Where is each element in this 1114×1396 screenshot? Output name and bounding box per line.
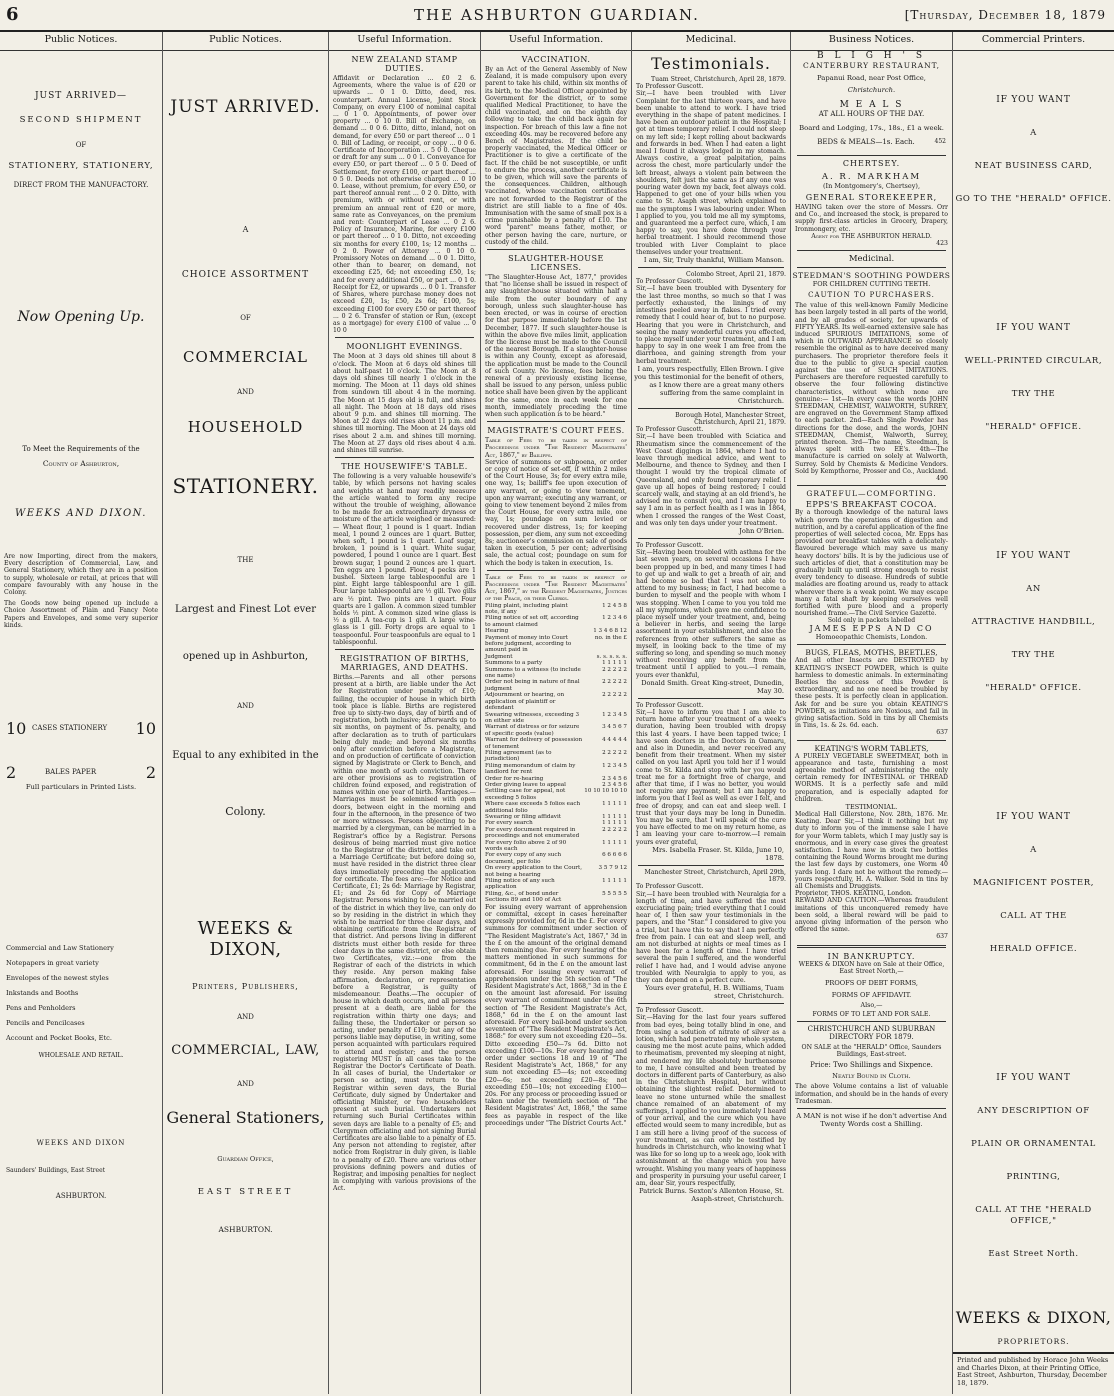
printing-ad-line: IF YOU WANT bbox=[996, 812, 1071, 822]
fee-item: For every document required in proceedings and not enumerated bbox=[485, 826, 580, 840]
letter-body: Sir,—I have been troubled with Dysentery for the last three months, so much so that I was perfectly exhausted, the linings of my intestines peeled away in flakes. I tried every remedy that I could hear of, but to no purpose. Hearing that you were in Christchurch, and seeing the many wonderful cures you effected, to place myself under your treatment, and I am happy to say in one week I am free from the diarrhoea, and gaining strength from your herbal treatment. bbox=[636, 285, 786, 365]
registration-heading: REGISTRATION OF BIRTHS, MARRIAGES, AND DEATHS. bbox=[339, 654, 470, 673]
fee-item: Filing notice of any such application bbox=[485, 878, 555, 891]
column-heading: Useful Information. bbox=[329, 32, 480, 51]
testimonial-heading: TESTIMONIAL. bbox=[845, 803, 898, 811]
fee-values: 5 5 5 5 5 bbox=[602, 890, 627, 897]
importing-paragraph: Are now Importing, direct from the makers, Every description of Commercial, Law, and General Stationery, which they are in a position to supply, wholesale or retail, at prices that will compare favourably with any house in the Colony. bbox=[4, 553, 158, 597]
and-text: AND bbox=[237, 388, 254, 396]
testimonial-letter bbox=[632, 1003, 790, 1203]
testimonial-letter bbox=[632, 865, 790, 1000]
bankruptcy-text: WEEKS & DIXON have on Sale at their Office, East Street North,— bbox=[798, 960, 945, 975]
fee-values: 2 2 2 2 2 bbox=[602, 692, 627, 699]
ad-number: 423 bbox=[936, 240, 948, 248]
printing-ad-line: IF YOU WANT bbox=[996, 1073, 1071, 1083]
fee-item: Summons to a party bbox=[485, 660, 543, 667]
directory-price: Price: Two Shillings and Sixpence. bbox=[810, 1061, 933, 1070]
worm-text: A PURELY VEGETABLE SWEETMEAT, both in appearance and taste, furnishing a most agreeable method of administering the only certain remedy for INTESTINAL or THREAD WORMS. It is a perfectly safe and mild preparation, and is especially adapted for children. bbox=[795, 752, 948, 803]
table-row bbox=[485, 878, 627, 891]
printing-ad bbox=[953, 812, 1114, 955]
direct-text: DIRECT FROM THE MANUFACTORY. bbox=[13, 181, 149, 189]
guardian-office-text: Guardian Office, bbox=[217, 1155, 274, 1163]
second-shipment-text: SECOND SHIPMENT bbox=[19, 115, 143, 125]
fee-item: Summons to a witness (to include one name) bbox=[485, 666, 581, 680]
fee-item: Order not being in nature of final judgment bbox=[485, 679, 580, 692]
fee-item: Filing notice of set off, according to amount claimed bbox=[485, 615, 579, 628]
caution-heading: CAUTION TO PURCHASERS. bbox=[808, 291, 935, 300]
table-row bbox=[485, 750, 627, 763]
table-row bbox=[485, 679, 627, 692]
table-row bbox=[485, 827, 627, 840]
letter-signature: Yours ever grateful, H. B. Williams, Tuam street, Christchurch. bbox=[645, 984, 784, 1001]
printing-ad-line: HERALD OFFICE. bbox=[989, 944, 1078, 954]
fee-values: no. in the £ bbox=[594, 634, 627, 641]
footer-firm: WEEKS AND DIXON bbox=[36, 1139, 126, 1148]
fee-item: Warrant of distress or for seizure of specific goods (value) bbox=[485, 724, 580, 737]
beds-line bbox=[791, 138, 952, 152]
testimonial-letter bbox=[632, 538, 790, 695]
fee-item: Swearing or filing affidavit bbox=[485, 814, 561, 821]
also-text: Also,— bbox=[860, 1002, 883, 1010]
letter-body: Sir,—Having been troubled with asthma for the last seven years, on several occasions I have been propped up in bed, and many times I had to get up and walk to get a breath of air, and had become so bad that I was not able to attend to my business; in fact, I had become a burden to myself and the people with whom I was stopping. When I came to you you told me all my symptoms, which gave me confidence to place myself under your treatment, and, being a believer in herbs, and seeing the large assortment in your establishment, and also the references from other sufferers the same as myself, in looking back to the time of my suffering so long, and spending so much money without receiving any benefit from the treatment until I applied to you.—I remain, yours ever thankful, bbox=[636, 549, 786, 679]
and-text-3: AND bbox=[237, 1013, 254, 1021]
printing-ad-line: WELL-PRINTED CIRCULAR, bbox=[964, 356, 1103, 366]
fee-item: Filing agreement (as to jurisdiction) bbox=[485, 749, 552, 763]
column-commercial-printers bbox=[953, 32, 1114, 1394]
column-medicinal bbox=[632, 32, 791, 1394]
letter-signature: Donald Smith. Great King-street, Dunedin, May 30. bbox=[641, 678, 784, 695]
printer-credit: Printed and published by Horace John Weeks and Charles Dixon, at their Printing Office, East Street, Ashburton, Thursday, December 18, 1879. bbox=[953, 1352, 1114, 1387]
fee-item: On every application to the Court, not being a hearing bbox=[485, 865, 582, 878]
moonlight-text: The Moon at 3 days old shines till about 8 o'clock. The Moon at 6 days old shines till about half-past 10 o'clock. The Moon at 8 days old shines till nearly 1 o'clock in the morning. The Moon at 11 days old shines from sundown till about 4 in the morning. The Moon at 15 days old is full, and shines all night. The Moon at 18 days old rises about 9 p.m. and shines till morning. The Moon at 22 days old rises about 11 p.m. and shines till morning. The Moon at 24 days old rises about 2 a.m. and shines till morning. The Moon at 27 days old rises about 4 a.m. and shines till sunrise. bbox=[333, 353, 476, 454]
list-item: Inkstands and Booths bbox=[6, 989, 79, 998]
letter-signature: I am, yours respectfully, Ellen Brown. I give you this testimonial for the benefit of others, as I know there are a great many others suffering from the same complaint in Christchurch. bbox=[634, 364, 784, 405]
choice-assortment: CHOICE ASSORTMENT bbox=[181, 270, 310, 280]
fee-item: Settling case for appeal, not exceeding 5 folios bbox=[485, 788, 566, 801]
packets-text: Sold only in packets labelled bbox=[827, 617, 916, 625]
weeks-dixon-heading: WEEKS & DIXON, bbox=[197, 918, 294, 960]
of-text: OF bbox=[240, 314, 251, 322]
agent-text: Agent for THE ASHBURTON HERALD. bbox=[811, 232, 932, 240]
printing-ad-line: "HERALD" OFFICE. bbox=[985, 683, 1082, 693]
opened-text: opened up in Ashburton, bbox=[182, 651, 309, 662]
printing-ad-line: PRINTING, bbox=[1006, 1172, 1061, 1182]
column-heading: Public Notices. bbox=[163, 32, 328, 51]
printing-ad-line: TRY THE bbox=[1011, 650, 1056, 660]
printing-ad-line: CALL AT THE "HERALD OFFICE," bbox=[975, 1205, 1092, 1226]
printing-ad-line: GO TO THE "HERALD" OFFICE. bbox=[955, 194, 1112, 204]
fee-item: Swearing witnesses, exceeding 3 on either side bbox=[485, 711, 580, 724]
a-text: A bbox=[242, 225, 249, 234]
montgomery-text: (In Montgomery's, Chertsey), bbox=[822, 182, 921, 190]
blighs-heading: B L I G H ' S bbox=[817, 51, 926, 61]
directory-onsale: ON SALE at the "HERALD" Office, Saunders Buildings, East-street. bbox=[801, 1044, 942, 1059]
fee-item: Payment of money into Court before judgment, according to amount paid in bbox=[485, 634, 572, 654]
forms-let: FORMS OF TO LET AND FOR SALE. bbox=[812, 1011, 931, 1019]
column-heading: Commercial Printers. bbox=[953, 32, 1114, 51]
fee-values: 1 1 1 1 1 bbox=[602, 839, 627, 846]
fee-item: Warrant for delivery of possession of tenement bbox=[485, 737, 583, 750]
ad-number: 637 bbox=[936, 729, 948, 737]
letter-body: Sir,—I have been troubled with Liver Complaint for the last thirteen years, and have been unable to attend to work. I have tried everything in the shape of patent medicines. I have been an outdoor patient in the Hospital; I got at times temporary relief. I could not sleep on my left side; I kept rolling about backwards and forwards in bed. When I had eaten a light meal I found it always lodged in my stomach. Always costive, a great palpitation, pains across the chest, more particularly under the left breast, always a violent pain between the shoulders, felt just the same as if any one was pouring water down my back, feet always cold. Happened to get one of your bills when you came to St. Asaph street, which explained to me the symptoms I was labouring under. When I applied to you, you told me all my symptoms, and guaranteed me a perfect cure, which, I am happy to say, you have done through your herbal treatment. I should recommend those troubled with Liver Complaint to place themselves under your treatment. bbox=[636, 90, 786, 256]
letter-body: Sir,—I have to inform you that I am able to return home after your treatment of a week's duration, having been troubled with dropsy this last 4 years. I have been tapped twice; I have seen doctors in the Doctors in Oamaru, and also in Dunedin, and never received any benefit from their treatment. When my sister called on you last April you told her if I would come to St. Kilda and stop with her you would treat me for a fortnight free of charge, and after that time, if I was no better, you would not require any payment; but I am happy to inform you that I feel as well as ever I felt, and free of dropsy, and can eat and sleep well. I trust that your days may be long in Dunedin. You may be sure, that I will speak of the cure you have effected to me on my return home, as I am leaving your care to-morrow.—I remain yours ever grateful, bbox=[636, 709, 786, 846]
worm-testimonial: Medical Hall Gillerstone, Nov. 28th, 1876. Mr. Keating. Dear Sir,—I think it nothing but my duty to inform you of the immense sale I have for your Worm tablets, which I may justly say is enormous, and in every case gives the greatest satisfaction. I have now in stock two bottles containing the Round Worms brought me during the last few days by customers, one Worm 40 yards long. I dare not be without the remedy.—yours respectfully, H. A. Walker. Sold in tins by all Chemists and Druggists. bbox=[795, 811, 948, 891]
fee-item: Hearing bbox=[485, 628, 509, 635]
magistrate-text-2: For issuing every warrant of apprehension or committal, except in cases hereinafter expressly provided for, 6d in the £. For every summons for commitment under section of "The Resident Magistrate's Act, 1867," 3d in the £ on the amount of the original demand then remaining due. For every hearing of the matters mentioned in such summons for commitment, 6d in the £ on the amount last aforesaid. For issuing every warrant of apprehension under the 5th section of "The Resident Magistrate's Act, 1868," 3d in the £ on the amount last aforesaid. For issuing every warrant of commitment under the 6th section of "The Resident Magistrate's Act, 1868," 6d in the £ on the amount last aforesaid. For every bail-bond under section seventeen of "The Resident Magistrate's Act, 1868:" for every sum not exceeding £20—5s. Ditto exceeding £50—7s 6d. Ditto not exceeding £100—10s. For every hearing and order under sections 18 and 19 of "The Resident Magistrate's Act, 1868," for any sum not exceeding £5—4s; not exceeding £20—6s; not exceeding £20—8s; not exceeding £50—10s; not exceeding £100—20s. For any process or proceeding issued or taken under the twentieth section of "The Resident Magistrates' Act, 1868," the same fees as payable in respect of the like proceedings under "The District Courts Act." bbox=[485, 903, 627, 1127]
testimonial-letters bbox=[632, 76, 790, 1203]
list-item: Account and Pocket Books, Etc. bbox=[6, 1034, 112, 1043]
ashburton-text: ASHBURTON. bbox=[218, 1225, 273, 1234]
letter-dateline: Manchester Street, Christchurch, April 29th, 1879. bbox=[644, 868, 786, 884]
cases-count: 10 bbox=[6, 719, 27, 739]
table-row bbox=[485, 763, 627, 776]
column-useful-information-1 bbox=[329, 32, 481, 1394]
letter-addressee: To Professor Guscott. bbox=[636, 1007, 704, 1015]
printing-ad-line: PLAIN OR ORNAMENTAL bbox=[971, 1139, 1096, 1149]
printer-ads bbox=[953, 95, 1114, 1260]
homoeopathic-text: Homoeopathic Chemists, London. bbox=[815, 633, 928, 642]
fee-values: 1 2 3 4 5 bbox=[602, 762, 627, 769]
column-public-notices-1 bbox=[0, 32, 163, 1394]
testimonial-letter bbox=[632, 267, 790, 405]
issue-date: [Thursday, December 18, 1879 bbox=[904, 8, 1106, 22]
storekeeper-heading: GENERAL STOREKEEPER, bbox=[805, 193, 938, 202]
housewife-text: The following is a very valuable housewife's table, by which persons not having scales and weights at hand may readily measure the article wanted to form any recipe without the trouble of weighing, allowance to be made for an extraordinary dryness or moisture of the article weighed or measured:— Wheat flour, 1 pound is 1 quart. Indian meal, 1 pound 2 ounces are 1 quart. Butter, when soft, 1 pound is 1 quart. Loaf sugar, broken, 1 pound is 1 quart. White sugar, powdered, 1 pound 1 ounce are 1 quart. Best brown sugar, 1 pound 2 ounces are 1 quart. Ten eggs are 1 pound. Flour, 4 pecks are 1 bushel. Sixteen large tablespoonful are 1 pint. Eight large tablespoonful are 1 gill. Four large tablespoonful are ½ gill. Two gills are ½ pint. Two pints are 1 quart. Four quarts are 1 gallon. A common sized tumbler holds ½ pint. A common sized wine glass is ½ a gill. A tea-cup is 1 gill. A large wine-glass is 1 gill. Forty drops are equal to 1 teaspoonful. Four teaspoonfuls are equal to 1 tablespoonful. bbox=[333, 473, 476, 646]
fee-values: 1 2 3 4 6 bbox=[602, 615, 627, 622]
testimonials-heading: Testimonials. bbox=[651, 54, 771, 73]
steedman-for: FOR CHILDREN CUTTING TEETH. bbox=[812, 280, 931, 289]
markham-heading: A. R. MARKHAM bbox=[821, 172, 922, 182]
letter-addressee: To Professor Guscott. bbox=[636, 278, 704, 286]
fee-values: 1 1 1 1 1 bbox=[602, 820, 627, 827]
footer-town: ASHBURTON. bbox=[55, 1192, 107, 1201]
the-text: THE bbox=[237, 556, 254, 564]
printing-ad-line: AN bbox=[1026, 584, 1041, 594]
just-arrived-text: JUST ARRIVED— bbox=[34, 91, 128, 101]
bales-line bbox=[0, 763, 162, 783]
column-heading: Medicinal. bbox=[632, 32, 790, 51]
printing-ad-line: East Street North. bbox=[988, 1249, 1079, 1259]
letter-addressee: To Professor Guscott. bbox=[636, 541, 704, 549]
just-arrived-heading: JUST ARRIVED. bbox=[170, 97, 321, 117]
epps-text: By a thorough knowledge of the natural laws which govern the operations of digestion and nutrition, and by a careful application of the fine properties of well selected cocoa, Mr. Epps has provided our breakfast tables with a delicately-flavoured beverage which may save us many heavy doctors' bills. It is by the judicious use of such articles of diet, that a constitution may be gradually built up until strong enough to resist every tendency to disease. Hundreds of subtle maladies are floating around us, ready to attack wherever there is a weak point. We may escape many a fatal shaft by keeping ourselves well fortified with pure blood and a properly nourished frame.—The Civil Service Gazette. bbox=[795, 509, 948, 618]
letter-signature: Patrick Burns. Sexton's Allenton House, St. Asaph-street, Christchurch. bbox=[639, 1187, 784, 1204]
fee-values: 2 3 4 5 6 bbox=[602, 775, 627, 782]
ad-number: 637 bbox=[936, 933, 948, 941]
column-public-notices-2 bbox=[163, 32, 329, 1394]
medicinal-subheading: Medicinal. bbox=[848, 254, 895, 265]
bales-label: BALES PAPER bbox=[45, 768, 97, 777]
list-item: Notepapers in great variety bbox=[6, 959, 99, 968]
restaurant-address: Papanui Road, near Post Office, bbox=[817, 74, 926, 82]
of-text: OF bbox=[75, 141, 87, 149]
column-heading: Business Notices. bbox=[791, 32, 952, 51]
letter-addressee: To Professor Guscott. bbox=[636, 83, 704, 91]
fee-values: 6 6 6 6 6 bbox=[602, 852, 627, 859]
letter-body: Sir,—I have been troubled with Neuralgia for a length of time, and have suffered the most excruciating pain; tried everything that I could hear of, I then saw your testimonials in the papers, and the "Star." I considered to give you a trial, but I have this to say that I am perfectly free from pain. I can eat and sleep well, and am not disturbed at nights or meal times as I have been for a length of time. I have tried several the pain I suffered, and the wonderful relief I have had, and I would advise anyone troubled with Neuralgia to apply to you, as they can depend on a perfect cure. bbox=[636, 890, 786, 984]
slaughter-heading: SLAUGHTER-HOUSE LICENSES. bbox=[508, 254, 604, 273]
worm-proprietor: Proprietor, THOS. KEATING, London. bbox=[795, 890, 913, 898]
letter-addressee: To Professor Guscott. bbox=[636, 426, 704, 434]
general-stationers-heading: General Stationers, bbox=[166, 1108, 325, 1127]
column-useful-information-2 bbox=[481, 32, 632, 1394]
table-row bbox=[485, 603, 627, 616]
table-row bbox=[485, 852, 627, 865]
equal-text: Equal to any exhibited in the bbox=[172, 750, 319, 761]
worm-tablets-heading: KEATING'S WORM TABLETS, bbox=[814, 743, 929, 753]
county-text: County of Ashburton, bbox=[42, 459, 120, 468]
fee-values: 1 1 1 1 1 bbox=[602, 878, 627, 885]
and-text-2: AND bbox=[237, 702, 254, 710]
largest-text: Largest and Finest Lot ever bbox=[175, 604, 316, 615]
moonlight-heading: MOONLIGHT EVENINGS. bbox=[346, 342, 463, 352]
ad-number: 490 bbox=[936, 475, 948, 483]
printing-ad-line: IF YOU WANT bbox=[996, 551, 1071, 561]
magistrate-heading: MAGISTRATE'S COURT FEES. bbox=[487, 426, 625, 436]
hours-text: AT ALL HOURS OF THE DAY. bbox=[818, 110, 925, 118]
steedman-text: The value of this well-known Family Medicine has been largely tested in all parts of the world, and by all grades of society, for upwards of FIFTY YEARS. Its well-earned extensive sale has induced SPURIOUS IMITATIONS, some of which in OUTWARD APPEARANCE so closely resemble the original as to have deceived many purchasers. The proprietor therefore feels it due to the public to give a special caution against the use of SUCH IMITATIONS. Purchasers are therefore requested carefully to observe the four following distinctive characteristics, without which none are genuine:— 1st—In every case the words JOHN STEEDMAN, CHEMIST, WALWORTH, SURREY, are engraved on the Government Stamp affixed to each packet. 2nd—Each Single Powder has directions for the dose, and the words, JOHN STEEDMAN, Chemist, Walworth, Surrey, printed thereon. 3rd—The name, Steedman, is always spelt with two EE's. 4th—The manufacture is carried on solely at Walworth, Surrey. Sold by Chemists & Medicine Vendors. Sold by Kempthorne, Prosser and Co., Auckland. bbox=[795, 302, 948, 475]
printing-ad-line: ANY DESCRIPTION OF bbox=[977, 1106, 1090, 1116]
printing-ad bbox=[953, 95, 1114, 205]
letter-dateline: Borough Hotel, Manchester Street, Christchurch, April 21, 1879. bbox=[675, 411, 786, 426]
bankruptcy-heading: IN BANKRUPTCY. bbox=[827, 951, 916, 961]
letter-body: Sir,—Having for the last four years suffered from bad eyes, being totally blind in one, and from using a solution of nitrate of silver as a lotion, which had penetrated my whole system, causing me the most acute pains, which added to rheumatism, prevented my sleeping at night, and rendered my life absolutely burthensome to me, I have consulted and been treated by doctors in different parts of Canterbury, as also in the Christchurch Hospital, but without obtaining the slightest relief. Determined to leave no stone unturned while the smallest chance remained of an abatement of my sufferings, I applied to you immediately I heard of your arrival, and the cure which you have effected would seem to many incredible, but as I am still here a living proof of the success of your treatment, as can only be testified by hundreds in Christchurch, who knowing what I was like for so long up to a week ago, look with astonishment at the change which you have wrought. Wishing you many years of happiness and prosperity in pursuing your useful career, I am, dear Sir, yours respectfully, bbox=[636, 1014, 786, 1188]
directory-heading: CHRISTCHURCH AND SUBURBAN DIRECTORY FOR 1879. bbox=[807, 1025, 936, 1042]
stationery-list bbox=[0, 941, 162, 1046]
fee-item: For every search bbox=[485, 820, 533, 827]
weeks-dixon-heading: WEEKS AND DIXON. bbox=[15, 508, 147, 519]
cases-count-right: 10 bbox=[135, 719, 156, 739]
printing-ad-line: TRY THE bbox=[1011, 389, 1056, 399]
storekeeper-text: HAVING taken over the store of Messrs. Orr and Co., and increased the stock, is prepared to supply first-class articles in Grocery, Drapery, Ironmongery, etc. bbox=[795, 204, 948, 233]
letter-dateline: Tuam Street, Christchurch, April 28, 1879. bbox=[651, 76, 786, 83]
fee-values: 2 3 4 5 6 bbox=[602, 781, 627, 788]
fee-item: Filing plaint, including plaint note, if any bbox=[485, 602, 568, 616]
bugs-text: And all other Insects are DESTROYED by KEATING'S INSECT POWDER, which is quite harmless to domestic animals. In exterminating Beetles the success of this Powder is extraordinary, and no one need be troubled by these pests. It is perfectly clean in application. Ask for and be sure you obtain KEATING'S POWDER, as imitations are Noxious, and fail in giving satisfaction. Sold in tins by all Chemists in Tins, 1s. & 2s. 6d. each. bbox=[795, 657, 948, 730]
james-epps-heading: JAMES EPPS AND CO bbox=[809, 624, 934, 634]
fee-item: Adjournment or hearing, on application of plaintiff or defendant bbox=[485, 692, 565, 712]
stamp-duties-heading: NEW ZEALAND STAMP DUTIES. bbox=[351, 55, 458, 73]
now-opening-heading: Now Opening Up. bbox=[17, 309, 145, 325]
proprietors-text: PROPRIETORS. bbox=[997, 1337, 1070, 1346]
east-street-text: EAST STREET bbox=[197, 1187, 294, 1197]
printing-ad-line: IF YOU WANT bbox=[996, 323, 1071, 333]
fee-item: Filing, &c., of bond under Sections 89 and 100 of Act bbox=[485, 890, 562, 904]
table-row bbox=[485, 712, 627, 725]
cases-label: CASES STATIONERY bbox=[32, 724, 108, 733]
list-item: Pens and Penholders bbox=[6, 1004, 76, 1013]
fee-values: 1 2 4 5 8 bbox=[602, 602, 627, 609]
colony-text: Colony. bbox=[225, 805, 266, 818]
letter-signature: Mrs. Isabella Fraser. St. Kilda, June 10, 1878. bbox=[652, 845, 784, 862]
slaughter-text: "The Slaughter-House Act, 1877," provides that "no license shall be issued in respect of any slaughter-house situated within half a mile from the outer boundary of any borough, unless such slaughter-house has been erected, or was in course of erection for that purpose immediately before the 1st December, 1877. If such slaughter-house is within the above five miles limit, application for the license must be made to the Council of the nearest Borough. If a slaughter-house is within any County, except as aforesaid, the application must be made to the Council of such County. No license, fees being the renewal of a previously existing license, shall be issued to any person, unless public notice shall have been given by the applicant for the same, once in each week for one month, immediately preceding the time when such application is to be heard." bbox=[485, 274, 627, 418]
fee-item: For every copy of any such document, per folio bbox=[485, 852, 562, 865]
restaurant-town: Christchurch. bbox=[847, 86, 896, 94]
printing-ad bbox=[953, 1073, 1114, 1260]
printing-ad bbox=[953, 323, 1114, 433]
requirements-text: To Meet the Requirements of the bbox=[22, 445, 140, 453]
stationery-heading: STATIONERY. bbox=[172, 474, 319, 498]
fee-item: Filing memorandum of claim by landlord for rent bbox=[485, 762, 576, 776]
fee-values: 2 2 2 2 2 bbox=[602, 679, 627, 686]
fee-values: 1 1 1 1 1 bbox=[602, 660, 627, 667]
fee-values: 3 4 5 6 7 bbox=[602, 724, 627, 731]
ad-number: 452 bbox=[934, 138, 946, 145]
letter-signature: John O'Brien. bbox=[739, 526, 784, 535]
table-row bbox=[485, 891, 627, 904]
list-item: Envelopes of the newest styles bbox=[6, 974, 109, 983]
board-text: Board and Lodging, 17s., 18s., £1 a week. bbox=[799, 124, 944, 132]
household-heading: HOUSEHOLD bbox=[187, 418, 304, 436]
fee-values: 2 2 2 2 2 bbox=[602, 666, 627, 673]
forms-affidavit: FORMS OF AFFIDAVIT. bbox=[831, 991, 912, 1000]
table-row bbox=[485, 801, 627, 814]
printing-ad-line: NEAT BUSINESS CARD, bbox=[974, 161, 1093, 171]
column-heading: Useful Information. bbox=[481, 32, 631, 51]
fee-item: Order for re-hearing bbox=[485, 775, 544, 782]
directory-volume: The above Volume contains a list of valuable information, and should be in the hands of every Tradesman. bbox=[795, 1083, 948, 1105]
bales-count: 2 bbox=[6, 763, 17, 783]
full-particulars-text: Full particulars in Printed Lists. bbox=[25, 783, 137, 792]
column-heading: Public Notices. bbox=[0, 32, 162, 51]
commercial-law-heading: COMMERCIAL, LAW, bbox=[171, 1043, 320, 1058]
fees-table bbox=[485, 603, 627, 904]
advertise-text: A MAN is not wise if he don't advertise And Twenty Words cost a Shilling. bbox=[796, 1112, 947, 1129]
printing-ad-line: CALL AT THE bbox=[1000, 911, 1067, 921]
testimonial-letter bbox=[632, 408, 790, 535]
magistrate-subheading-1: Table of Fees to be taken in respect of Proceedings under "The Resident Magistrates' Act, 1867," by Bailiffs. bbox=[485, 437, 627, 459]
table-row bbox=[485, 724, 627, 737]
reward-text: REWARD AND CAUTION.—Whereas fraudulent imitations of this unconquered remedy have been sold, a liberal reward will be paid to anyone giving information of the person who offered the same. bbox=[795, 897, 948, 934]
newspaper-title: THE ASHBURTON GUARDIAN. bbox=[414, 6, 700, 24]
page-number: 6 bbox=[6, 4, 19, 25]
restaurant-name: CANTERBURY RESTAURANT, bbox=[803, 61, 940, 70]
fee-item: Where case exceeds 5 folios each additional folio bbox=[485, 801, 581, 814]
fee-item: Order giving leave to appeal bbox=[485, 781, 566, 788]
weeks-dixon-heading: WEEKS & DIXON, bbox=[955, 1308, 1112, 1327]
chertsey-heading: CHERTSEY. bbox=[842, 159, 901, 168]
letter-addressee: To Professor Guscott. bbox=[636, 883, 704, 891]
fee-values: 2 2 2 2 2 bbox=[602, 749, 627, 756]
column-business-notices bbox=[791, 32, 953, 1394]
testimonial-letter bbox=[632, 76, 790, 264]
fee-values: 2 2 2 2 2 bbox=[602, 826, 627, 833]
table-row bbox=[485, 667, 627, 680]
stamp-duties-text: Affidavit or Declaration ... £0 2 6. Agreements, where the value is of £20 or upwards ... 0 1 0. Ditto, deed, res. counterpart. Annual License, Joint Stock Company, on every £100 of nominal capital ... 0 1 0. Appointments, of power over property ... 0 10 0. Bill of Exchange, on demand ... 0 0 6. Ditto, ditto, inland, not on demand, for every £50 or part thereof ... 0 1 0. Bill of Lading, or receipt, or copy ... 0 0 6. Certificate of Incorporation ... 5 0 0. Cheque or draft for any sum ... 0 0 1. Conveyance for every £50, or part thereof ... 0 5 0. Deed of Settlement, for every £100, or part thereof ... 0 5 0. Deeds not otherwise charged ... 0 10 0. Lease, without premium, for every £50, or part thereof annual rent ... 0 2 0. Ditto, with premium, with or without rent, or with premium an annual rent of £20 or more, same rate as Conveyances, on the premium and rent: Counterpart of Lease ... 0 2 6. Policy of Insurance, Marine, for every £100 or part thereof ... 0 1 0. Ditto, not exceeding six months for every £100, 1s; 12 months ... 0 2 0. Power of Attorney ... 0 10 0. Promissory Notes on demand ... 0 0 1. Ditto, other than to bearer, on demand, not exceeding £25, 6d; not exceeding £50, 1s; and for every additional £50, or part ... 0 1 0. Receipt for £2, or upwards ... 0 0 1. Transfer of Shares, where purchase money does not exceed £20, 1s; £50, 2s 6d; £100, 5s; exceeding £100 for every £50 or part thereof ... 0 2 6. Transfer of station or Run, (except as a mortgage) for every £100 of value ... 0 10 0 bbox=[333, 75, 476, 335]
letter-body: Sir,—I have been troubled with Sciatica and Rheumatism since the commencement of the West Coast diggings in 1864, where I had to leave through medical advice, and went to Melbourne, and thence to Sydney, and then I thought I would try the tropical climate of Queensland, and only found temporary relief. I gave up all hopes of being restored; I could scarcely walk, and staying at an old friend's, he advised me to consult you, and I am happy to say I am in as perfect health as I was in 1864, when I crossed the ranges of the West Coast, and was only ten days under your treatment. bbox=[636, 433, 786, 527]
beds-text: BEDS & MEALS—1s. Each. bbox=[817, 138, 915, 146]
magistrate-subheading-2: Table of Fees to be taken in respect of Proceedings under "The Resident Magistrates' Act, 1867," by the Resident Magistrates, Justices of the Peace, or their Clerks. bbox=[485, 573, 627, 603]
cases-line bbox=[0, 719, 162, 739]
masthead bbox=[0, 0, 1114, 32]
stationery-heading: STATIONERY, STATIONERY, bbox=[8, 161, 154, 171]
letter-addressee: To Professor Guscott. bbox=[636, 701, 704, 709]
printing-ad-line: A bbox=[1030, 845, 1037, 855]
table-row bbox=[485, 692, 627, 711]
printing-ad-line: "HERALD" OFFICE. bbox=[985, 422, 1082, 432]
fee-values: 1 1 1 1 1 bbox=[602, 814, 627, 821]
grateful-heading: GRATEFUL—COMFORTING. bbox=[806, 489, 937, 499]
fee-values: 10 10 10 10 10 bbox=[584, 788, 627, 795]
fee-values: 1 2 3 4 5 bbox=[602, 711, 627, 718]
bales-count-right: 2 bbox=[145, 763, 156, 783]
wholesale-text: WHOLESALE AND RETAIL. bbox=[38, 1052, 124, 1060]
footer-address: Saunders' Buildings, East Street bbox=[6, 1167, 106, 1175]
housewife-heading: THE HOUSEWIFE'S TABLE. bbox=[341, 462, 468, 472]
list-item: Commercial and Law Stationery bbox=[6, 944, 114, 953]
vaccination-text: By an Act of the General Assembly of New Zealand, it is made compulsory upon every parent to take his child, within six months of its birth, to the Medical Officer appointed by Government for the district, or to some qualified Medical Practitioner, to have the child vaccinated, and on the eighth day following to take the child back again for inspection. For breach of this law a fine not exceeding 40s. may be recovered before any Bench of Magistrates. If the child be properly vaccinated, the Medical Officer or Practitioner is to give a certificate of the fact. If the child be not susceptible, or unfit to endure the process, another certificate is to be given, which will save the parents of the consequences. Children, although vaccinated, whose vaccination certificates are not forwarded to the Registrar of the district are still liable to a fine of 40s. Immunisation with the same of small pox is a crime punishable by a penalty of £10. The word "parent" means father, mother, or other person having the care, nurture, or custody of the child. bbox=[485, 66, 627, 246]
fee-values: 4 4 4 4 4 bbox=[602, 737, 627, 744]
list-item: Pencils and Pencilcases bbox=[6, 1019, 85, 1028]
printers-text: Printers, Publishers, bbox=[192, 982, 299, 991]
forms-proof: PROOFS OF DEBT FORMS, bbox=[825, 979, 918, 988]
fee-values: s. s. s. s. s. bbox=[596, 653, 627, 660]
printing-ad bbox=[953, 551, 1114, 694]
printing-ad-line: IF YOU WANT bbox=[996, 95, 1071, 105]
fee-values: 3 5 7 9 12 bbox=[598, 865, 627, 872]
magistrate-text-1: Service of summons or subpoena, or order or copy of notice of set-off, if within 2 miles of the Court House, 3s; for every extra mile, one way, 1s; bailiff's fee upon execution of any warrant, or going to view tenement, upon any warrant; executing any warrant, or going to view tenement beyond 2 miles from the Court House, for every extra mile, one way, 1s; poundage on sum levied or recovered under distress, 1s; for keeping possession, per diem, any sum not exceeding 8s; auctioneer's commission on sale of goods taken in execution, 5 per cent; advertising sale, the actual cost; poundage on sum for which the body is taken in execution, 1s. bbox=[485, 458, 627, 567]
fee-item: Judgment bbox=[485, 653, 513, 660]
goods-paragraph: The Goods now being opened up include a Choice Assortment of Plain and Fancy Note Papers and Envelopes, and some very superior kinds. bbox=[4, 600, 158, 629]
registration-text: Births.—Parents and all other persons present at a birth, are liable under the Act for Registration under penalty of £10; failing, the occupier of house in which birth took place is liable. Births are registered free up to sixty-two days, day of birth and of registration, both inclusive; afterwards up to six months, on payment of 5s. penalty, and after declaration as to truth of particulars being duly made; and beyond six months only after conviction before a Magistrate, and on production of certificate of conviction signed by Magistrate or Clerk to Bench, and within one month of such conviction. There are other provisions as to registration of children found exposed, and registration of names within one year of birth. Marriages.—Marriages must be solemnised with open doors, between eight in the morning and four in the afternoon, in the presence of two or more witnesses. Persons objecting to be married by a clergyman, can be married in a Registrar's office by a Registrar. Persons desirous of being married must give notice to the Registrar of the district, and take out a Marriage Certificate; but before doing so, must have resided in the district three clear days immediately preceding the application for certificate. The fees are:—for Notice and Certificate, £1; 2s 6d: Marriage by Registrar, £1; and 2s 6d for Copy of Marriage Registrar. Persons wishing to be married out of the district in which they live, can only do so by residing in the district in which they wish to be married for three clear days, and obtaining certificate from the Registrar of that district. And persons living in different districts must either both reside for three clear days in the same district, or else obtain two Certificates, viz.:—one from the Registrar of each of the districts in which they reside. Any person making false affirmation, declaration, or representation before a Registrar, is guilty of misdemeanour. Deaths.—The occupier of house in which death occurs, and all persons present at a death, are liable for the registration within thirty one days; and failing these, the Undertaker or person so acting, under penalty of £10; but any of the persons liable may deputise, in writing, some person acquainted with particulars required to attend and register; and the person registering MUST in all cases take to the Registrar the Doctor's Certificate of Death. In all cases of burial, the Undertaker or person so acting, must return to the Registrar within seven days, the Burial Certificate, duly signed by Undertaker and officiating Minister, or two householders present at such burial. Undertakers not returning such Burial Certificates within seven days are liable to a penalty of £5; and Clergymen officiating and not signing Burial Certificates are also liable to a penalty of £5. Any person not attending to register, after notice from Registrar in duly given, is liable to a penalty of £20. There are various other provisions defining powers and duties of Registrar, and imposing penalties for neglect in complying with various provisions of the Act. bbox=[333, 674, 476, 1193]
commercial-heading: COMMERCIAL bbox=[183, 348, 308, 366]
testimonial-letter bbox=[632, 698, 790, 862]
table-row bbox=[485, 635, 627, 654]
printing-ad-line: ATTRACTIVE HANDBILL, bbox=[971, 617, 1096, 627]
epps-heading: EPPS'S BREAKFAST COCOA. bbox=[806, 500, 937, 510]
and-text-4: AND bbox=[237, 1080, 254, 1088]
table-row bbox=[485, 788, 627, 801]
letter-dateline: Colombo Street, April 21, 1879. bbox=[686, 271, 786, 279]
table-row bbox=[485, 840, 627, 853]
bugs-heading: BUGS, FLEAS, MOTHS, BEETLES, bbox=[805, 648, 938, 658]
letter-signature: I am, Sir, Truly thankful, William Manson. bbox=[643, 256, 784, 265]
meals-heading: M E A L S bbox=[839, 100, 904, 110]
printing-ad-line: A bbox=[1030, 128, 1037, 138]
fee-values: 1 3 4 6 8 12 bbox=[593, 628, 627, 635]
directory-bound: Neatly Bound in Cloth. bbox=[832, 1072, 911, 1081]
printing-ad-line: MAGNIFICENT POSTER, bbox=[972, 878, 1095, 888]
table-row bbox=[485, 615, 627, 628]
table-row bbox=[485, 865, 627, 878]
table-row bbox=[485, 737, 627, 750]
steedman-heading: STEEDMAN'S SOOTHING POWDERS bbox=[792, 271, 951, 281]
fee-values: 1 1 1 1 1 bbox=[602, 801, 627, 808]
vaccination-heading: VACCINATION. bbox=[521, 55, 591, 64]
fee-item: For every folio above 2 of 90 words each bbox=[485, 839, 567, 853]
